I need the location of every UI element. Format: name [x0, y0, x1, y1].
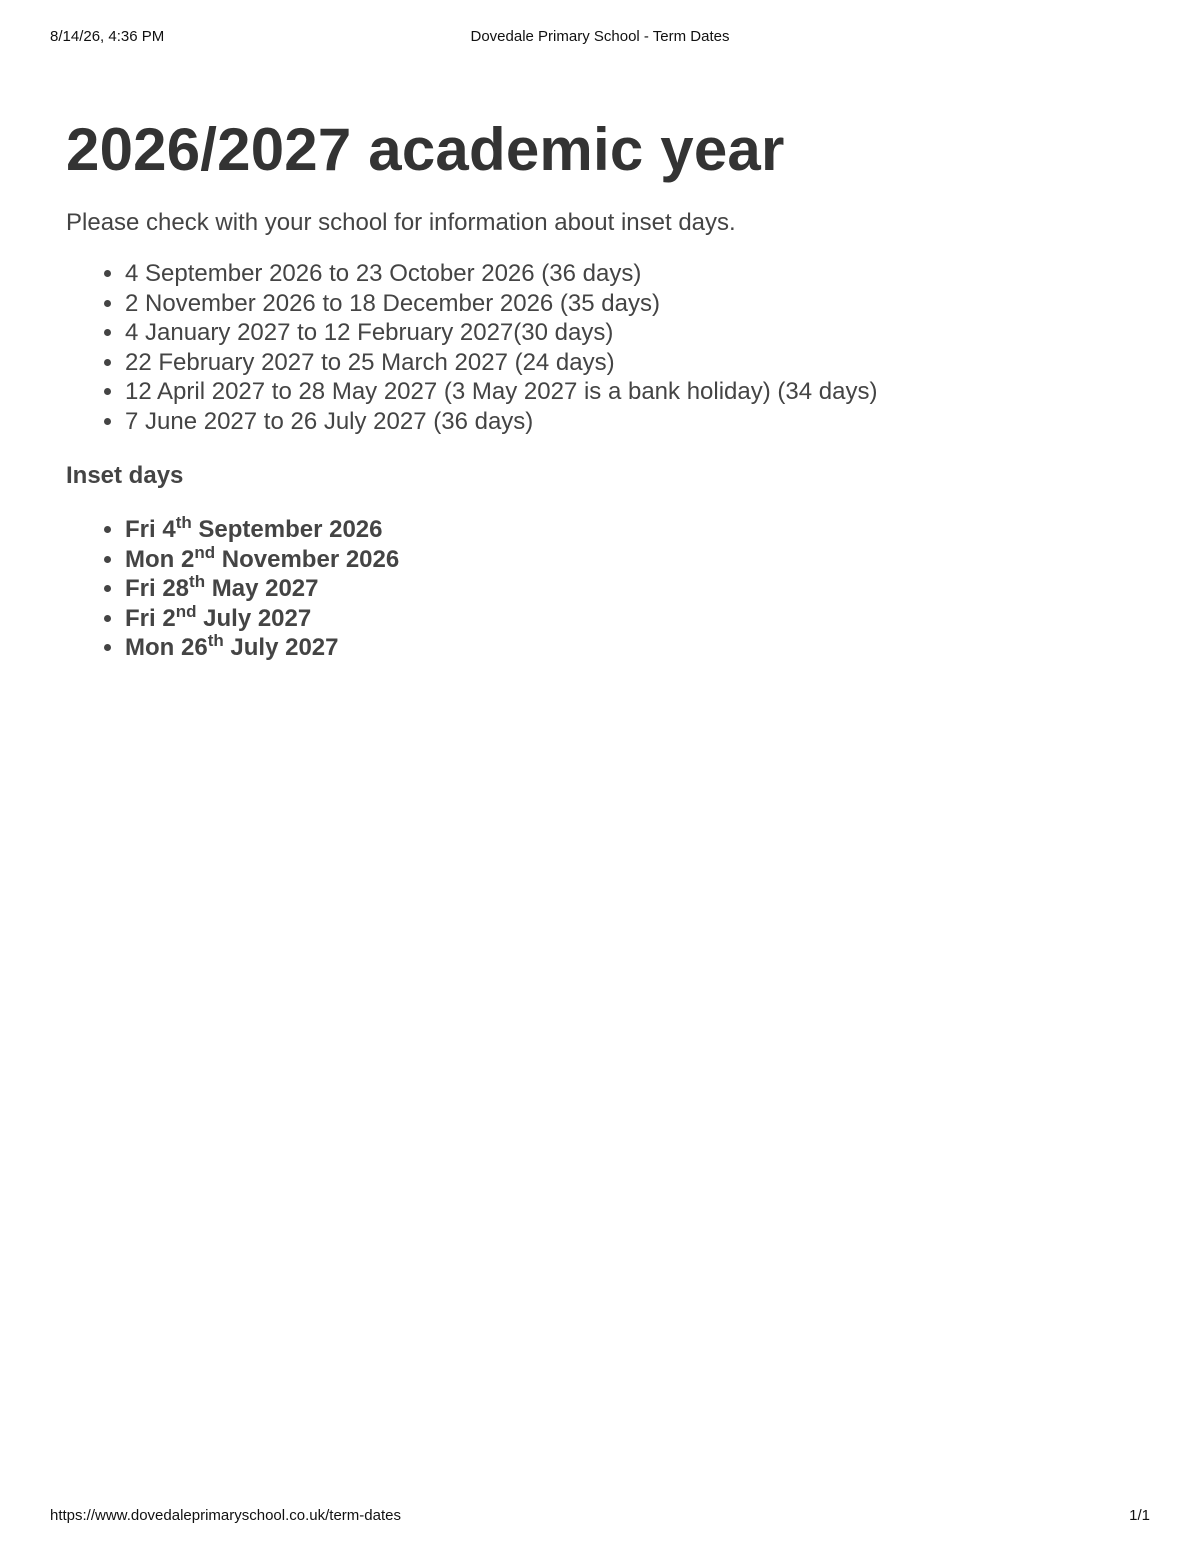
inset-day-month: September 2026 [191, 516, 383, 543]
inset-day-item [125, 574, 1146, 604]
inset-day-month: July 2027 [223, 634, 339, 662]
ordinal-suffix: th [175, 513, 192, 532]
main-content [66, 112, 1146, 663]
ordinal-suffix: th [207, 631, 224, 651]
term-date-item: • 4 January 2027 to 12 February 2027(30 days) [125, 318, 1146, 348]
inset-day-text: Fri 4 [125, 516, 176, 543]
inset-day-month: November 2026 [215, 545, 400, 573]
print-datetime: 8/14/26, 4:36 PM [50, 28, 165, 45]
term-date-item: • 4 September 2026 to 23 October 2026 (36 days) [125, 259, 1146, 289]
inset-day-item [125, 601, 1146, 634]
inset-day-text: Mon 26 [125, 634, 208, 662]
ordinal-suffix: nd [175, 601, 197, 621]
inset-day-item [125, 633, 1146, 663]
print-header [50, 28, 1150, 48]
page-url: https://www.dovedaleprimaryschool.co.uk/term-dates [50, 1507, 401, 1524]
inset-day-item [125, 515, 1146, 545]
print-footer [50, 1507, 1150, 1527]
term-date-item: • 12 April 2027 to 28 May 2027 (3 May 2027 is a bank holiday) (34 days) [125, 377, 1146, 407]
term-dates-list [66, 259, 1146, 436]
inset-day-text: Fri 2 [125, 604, 176, 632]
page-number: 1/1 [1129, 1507, 1150, 1524]
inset-days-heading: Inset days [66, 462, 184, 489]
ordinal-suffix: th [189, 572, 206, 592]
ordinal-suffix: nd [194, 542, 216, 562]
inset-day-text: Mon 2 [125, 545, 195, 573]
term-date-item: • 2 November 2026 to 18 December 2026 (35 days) [125, 289, 1146, 319]
intro-text: Please check with your school for information about inset days. [66, 209, 736, 236]
page-heading: 2026/2027 academic year [66, 116, 785, 183]
inset-day-item [125, 542, 1146, 575]
inset-day-text: Fri 28 [125, 575, 190, 603]
inset-days-list [66, 515, 1146, 663]
term-date-item: • 22 February 2027 to 25 March 2027 (24 days) [125, 348, 1146, 378]
print-page-title: Dovedale Primary School - Term Dates [470, 28, 730, 45]
inset-day-month: July 2027 [196, 604, 312, 632]
term-date-item: • 7 June 2027 to 26 July 2027 (36 days) [125, 407, 1146, 437]
inset-day-month: May 2027 [205, 575, 319, 603]
